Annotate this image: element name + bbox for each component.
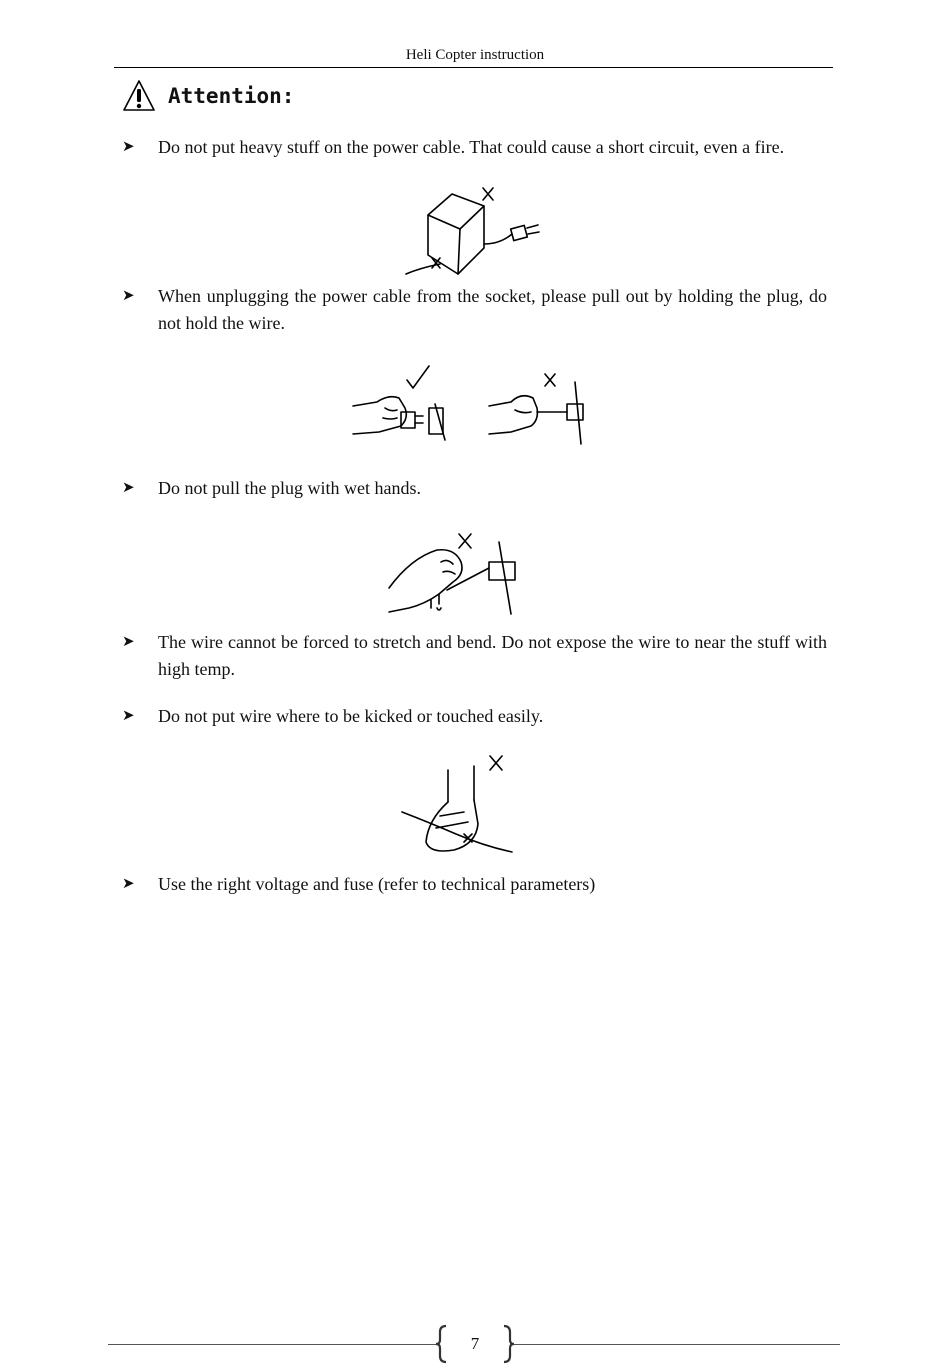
arrow-bullet-icon: ➤	[122, 634, 135, 650]
list-item	[122, 134, 827, 161]
arrow-bullet-icon: ➤	[122, 139, 135, 155]
list-item	[122, 629, 827, 683]
arrow-bullet-icon: ➤	[122, 288, 135, 304]
attention-heading	[122, 76, 294, 116]
arrow-bullet-icon: ➤	[122, 708, 135, 724]
figure-unplugging	[345, 360, 595, 450]
footer-rule-left	[108, 1344, 438, 1345]
arrow-bullet-icon: ➤	[122, 876, 135, 892]
header-rule	[114, 67, 833, 68]
item-text: Use the right voltage and fuse (refer to technical parameters)	[158, 874, 596, 894]
attention-label: Attention:	[168, 84, 295, 108]
footer-rule-right	[512, 1344, 840, 1345]
running-header: Heli Copter instruction	[405, 47, 545, 63]
list-item	[122, 871, 827, 898]
figure-box-on-cable	[400, 182, 550, 282]
figure-wet-hands	[385, 528, 535, 620]
list-item	[122, 703, 827, 730]
item-text: Do not pull the plug with wet hands.	[158, 478, 421, 498]
warning-triangle-icon	[122, 79, 156, 113]
item-text: The wire cannot be forced to stretch and bend. Do not expose the wire to near the stuff with high temp.	[158, 632, 827, 679]
figure-foot-on-wire	[398, 750, 528, 860]
arrow-bullet-icon: ➤	[122, 480, 135, 496]
item-text: Do not put wire where to be kicked or touched easily.	[158, 706, 544, 726]
item-text: When unplugging the power cable from the socket, please pull out by holding the plug, do not hold the wire.	[158, 286, 827, 333]
item-text: Do not put heavy stuff on the power cable. That could cause a short circuit, even a fire.	[158, 137, 785, 157]
page-number: 7	[470, 1334, 480, 1353]
list-item	[122, 475, 827, 502]
list-item	[122, 283, 827, 337]
